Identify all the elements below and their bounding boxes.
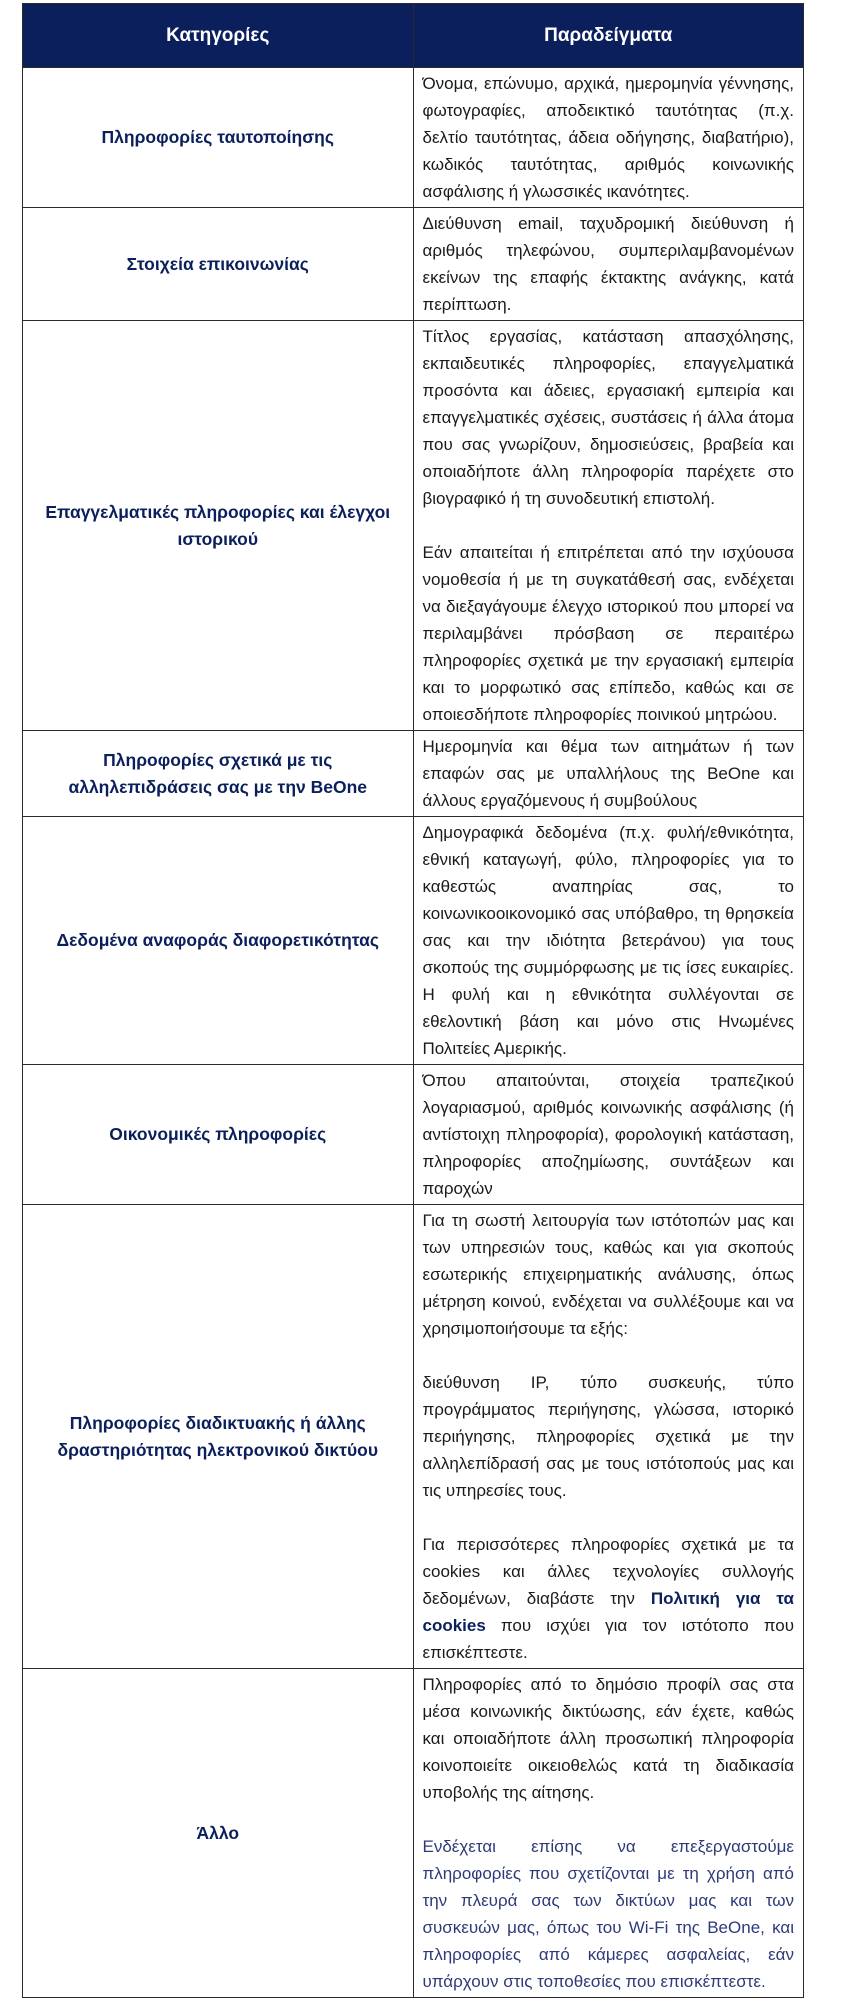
cookie-policy-link[interactable]: Πολιτική για τα cookies [422, 1589, 794, 1635]
examples-cell [413, 1669, 804, 1998]
examples-text: Όπου απαιτούνται, στοιχεία τραπεζικού λογαριασμού, αριθμός κοινωνικής ασφάλισης (ή αντίστοιχη πληροφορία), φορολογική κατάσταση, πληροφορίες αποζημίωσης, συντάξεων και παροχών [422, 1071, 794, 1198]
examples-text-part: Για περισσότερες πληροφορίες σχετικά με τα cookies και άλλες τεχνολογίες συλλογής δεδομένων, διαβάστε την [422, 1535, 794, 1608]
table-row [23, 731, 804, 817]
category-cell: Άλλο [23, 1669, 414, 1998]
examples-cell [413, 321, 804, 731]
table-row [23, 1065, 804, 1205]
examples-cell [413, 1065, 804, 1205]
category-cell: Οικονομικές πληροφορίες [23, 1065, 414, 1205]
table-row [23, 1205, 804, 1669]
examples-text: διεύθυνση IP, τύπο συσκευής, τύπο προγράμματος περιήγησης, γλώσσα, ιστορικό περιήγησης, πληροφορίες σχετικά με την αλληλεπίδρασή σας με τους ιστότοπούς μας και τις υπηρεσίες τους. [422, 1373, 794, 1500]
examples-cell [413, 1205, 804, 1669]
table-row [23, 817, 804, 1065]
category-cell: Πληροφορίες σχετικά με τις αλληλεπιδράσεις σας με την BeOne [23, 731, 414, 817]
table-row [23, 321, 804, 731]
examples-cell [413, 817, 804, 1065]
examples-text: Τίτλος εργασίας, κατάσταση απασχόλησης, εκπαιδευτικές πληροφορίες, επαγγελματικά προσόντα και άδειες, εργασιακή εμπειρία και επαγγελματικές σχέσεις, συστάσεις ή άλλα άτομα που σας γνωρίζουν, δημοσιεύσεις, βραβεία και οποιαδήποτε άλλη πληροφορία παρέχετε στο βιογραφικό ή τη συνοδευτική επιστολή. [422, 327, 794, 508]
examples-text: Ημερομηνία και θέμα των αιτημάτων ή των επαφών σας με υπαλλήλους της BeOne και άλλους εργαζόμενους ή συμβούλους [422, 737, 794, 810]
category-cell: Πληροφορίες διαδικτυακής ή άλλης δραστηριότητας ηλεκτρονικού δικτύου [23, 1205, 414, 1669]
examples-cell [413, 731, 804, 817]
header-row [23, 4, 804, 68]
table-row [23, 208, 804, 321]
examples-text: Διεύθυνση email, ταχυδρομική διεύθυνση ή αριθμός τηλεφώνου, συμπεριλαμβανομένων εκείνων της επαφής έκτακτης ανάγκης, κατά περίπτωση. [422, 214, 794, 314]
examples-text-part: που ισχύει για τον ιστότοπο που επισκέπτεστε. [422, 1616, 794, 1662]
examples-text: Ενδέχεται επίσης να επεξεργαστούμε πληροφορίες που σχετίζονται με τη χρήση από την πλευρά σας των δικτύων μας και των συσκευών μας, όπως του Wi-Fi της BeOne, και πληροφορίες από κάμερες ασφαλείας, εάν υπάρχουν στις τοποθεσίες που επισκέπτεστε. [422, 1837, 794, 1991]
examples-text: Πληροφορίες από το δημόσιο προφίλ σας στα μέσα κοινωνικής δικτύωσης, εάν έχετε, καθώς και οποιαδήποτε άλλη προσωπική πληροφορία κοινοποιείτε οικειοθελώς κατά τη διαδικασία υποβολής της αίτησης. [422, 1675, 794, 1802]
examples-text: Εάν απαιτείται ή επιτρέπεται από την ισχύουσα νομοθεσία ή με τη συγκατάθεσή σας, ενδέχεται να διεξαγάγουμε έλεγχο ιστορικού που μπορεί να περιλαμβάνει πρόσβαση σε περαιτέρω πληροφορίες σχετικά με την εργασιακή εμπειρία και το μορφωτικό σας επίπεδο, καθώς και σε οποιεσδήποτε πληροφορίες ποινικού μητρώου. [422, 543, 794, 724]
category-cell: Δεδομένα αναφοράς διαφορετικότητας [23, 817, 414, 1065]
examples-cell [413, 208, 804, 321]
examples-text [423, 1531, 795, 1666]
header-examples: Παραδείγματα [413, 4, 804, 68]
examples-text: Για τη σωστή λειτουργία των ιστότοπών μας και των υπηρεσιών τους, καθώς και για σκοπούς εσωτερικής επιχειρηματικής ανάλυσης, όπως μέτρηση κοινού, ενδέχεται να συλλέξουμε και να χρησιμοποιήσουμε τα εξής: [422, 1211, 794, 1338]
examples-text: Δημογραφικά δεδομένα (π.χ. φυλή/εθνικότητα, εθνική καταγωγή, φύλο, πληροφορίες για το καθεστώς αναπηρίας σας, το κοινωνικοοικονομικό σας υπόβαθρο, τη θρησκεία σας και την ιδιότητα βετεράνου) για τους σκοπούς της συμμόρφωσης με τις ίσες ευκαιρίες. Η φυλή και η εθνικότητα συλλέγονται σε εθελοντική βάση και μόνο στις Ηνωμένες Πολιτείες Αμερικής. [422, 823, 794, 1058]
table-row [23, 68, 804, 208]
category-cell: Επαγγελματικές πληροφορίες και έλεγχοι ιστορικού [23, 321, 414, 731]
examples-cell [413, 68, 804, 208]
category-cell: Πληροφορίες ταυτοποίησης [23, 68, 414, 208]
examples-text: Όνομα, επώνυμο, αρχικά, ημερομηνία γέννησης, φωτογραφίες, αποδεικτικό ταυτότητας (π.χ. δελτίο ταυτότητας, άδεια οδήγησης, διαβατήριο), κωδικός ταυτότητας, αριθμός κοινωνικής ασφάλισης ή γλωσσικές ικανότητες. [422, 74, 794, 201]
table-row [23, 1669, 804, 1998]
categories-table [22, 3, 804, 1998]
header-categories: Κατηγορίες [23, 4, 414, 68]
category-cell: Στοιχεία επικοινωνίας [23, 208, 414, 321]
